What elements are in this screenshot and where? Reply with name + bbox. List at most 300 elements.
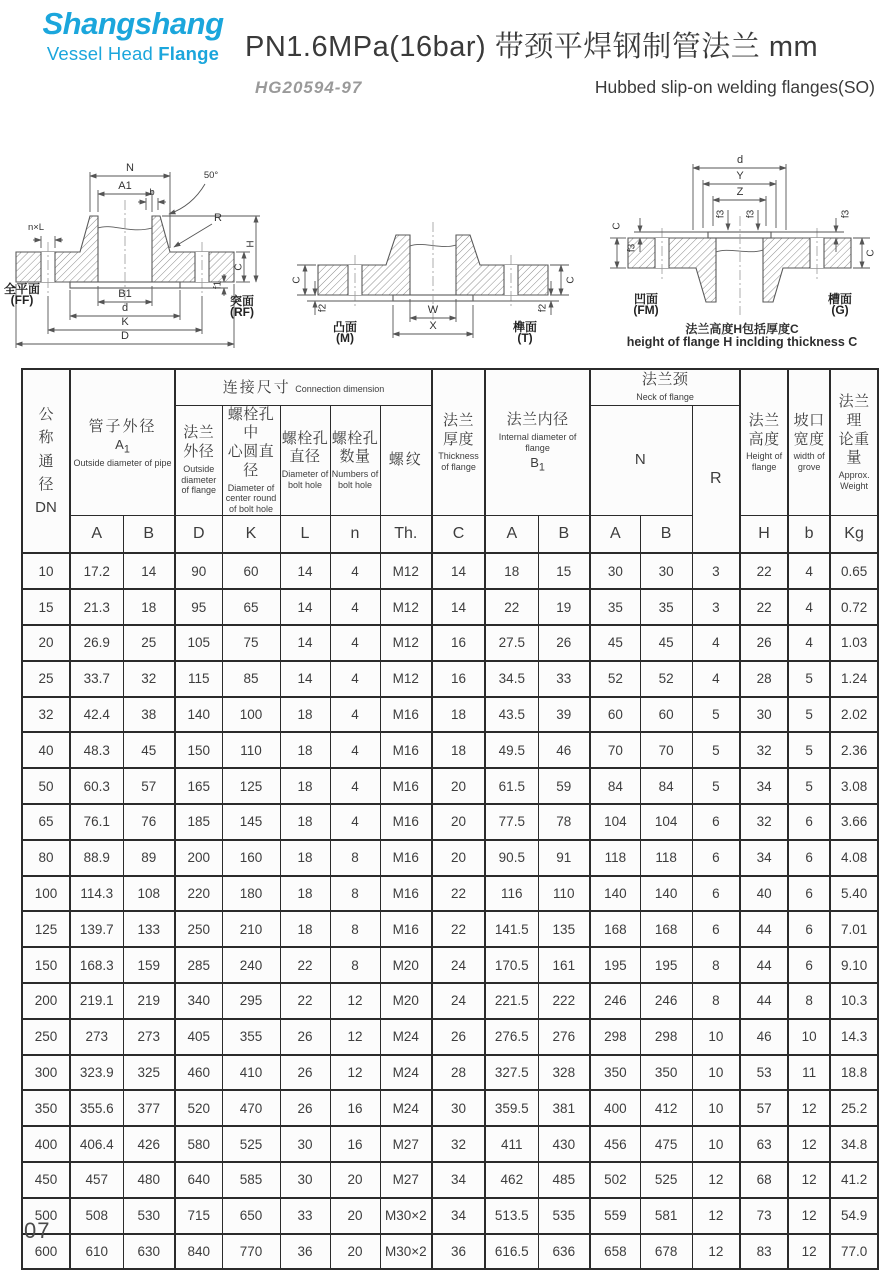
table-cell: 195 [640,947,692,983]
table-cell: 18 [432,697,485,733]
table-cell: 90.5 [485,840,538,876]
letter-th: Th. [380,515,432,553]
table-cell: 6 [692,840,740,876]
table-cell: M12 [380,589,432,625]
table-cell: 19 [538,589,590,625]
table-cell: 160 [222,840,280,876]
face-label-m-cn: 凸面 [332,320,358,334]
table-cell: M16 [380,768,432,804]
neck-en: Neck of flange [636,392,694,403]
table-cell: 350 [590,1055,640,1091]
table-cell: 57 [123,768,175,804]
dim-label-W: W [427,304,439,316]
table-cell: M24 [380,1055,432,1091]
table-cell: 33.7 [70,661,123,697]
dim-label-f3-right: f3 [840,209,852,219]
letter-d: D [175,515,222,553]
table-cell: 60 [590,697,640,733]
col-header-bolt-dia [280,405,330,515]
table-cell: 52 [640,661,692,697]
table-cell: 18 [280,840,330,876]
table-cell: 38 [123,697,175,733]
table-cell: 4 [788,589,830,625]
page-number: 07 [24,1218,51,1243]
table-cell: 273 [123,1019,175,1055]
table-cell: 75 [222,625,280,661]
table-cell: 400 [590,1090,640,1126]
table-cell: 276.5 [485,1019,538,1055]
table-cell: 33 [538,661,590,697]
face-label-m-code: (M) [336,331,354,345]
table-cell: 430 [538,1126,590,1162]
table-row [22,625,878,661]
table-cell: 246 [590,983,640,1019]
dim-label-X: X [429,320,437,332]
table-cell: 355.6 [70,1090,123,1126]
table-cell: 52 [590,661,640,697]
table-cell: 60 [640,697,692,733]
dim-label-b: b [149,187,155,198]
dim-label-f3-mid1: f3 [715,209,727,219]
height-cn1: 法兰 [748,411,780,429]
bolt-dia-en: Diameter of bolt hole [281,469,329,490]
bolt-circle-en: Diameter of center round of bolt hole [225,482,277,515]
table-row [22,1126,878,1162]
col-header-bore [485,369,590,515]
table-cell: 140 [640,876,692,912]
table-cell: 5 [692,768,740,804]
table-cell: 285 [175,947,222,983]
table-cell: 6 [788,876,830,912]
table-cell: M16 [380,840,432,876]
flange-od-cn2: 外径 [183,443,215,460]
table-cell: 616.5 [485,1234,538,1270]
dn-char: 径 [38,475,54,493]
table-cell: 36 [432,1234,485,1270]
table-row [22,768,878,804]
table-cell: 4 [330,625,380,661]
table-cell: 11 [788,1055,830,1091]
table-row [22,1055,878,1091]
table-cell: 12 [788,1198,830,1234]
table-cell: 84 [590,768,640,804]
table-cell: 22 [432,876,485,912]
bolt-circle-cn1: 螺栓孔中 [227,405,275,442]
col-header-bolt-circle [222,405,280,515]
table-cell: 14 [280,553,330,589]
table-cell: 110 [538,876,590,912]
table-cell: 57 [740,1090,788,1126]
table-row [22,804,878,840]
table-cell: 118 [590,840,640,876]
table-cell: M24 [380,1019,432,1055]
table-cell: 5 [788,661,830,697]
table-cell: 5 [692,697,740,733]
table-cell: 500 [22,1198,70,1234]
table-cell: 28 [740,661,788,697]
face-label-fm-cn: 凹面 [633,292,659,306]
table-cell: M16 [380,732,432,768]
table-cell: M12 [380,661,432,697]
dn-code: DN [35,499,57,517]
table-cell: 70 [590,732,640,768]
table-cell: 273 [70,1019,123,1055]
table-cell: 355 [222,1019,280,1055]
col-header-groove [788,369,830,515]
table-cell: 159 [123,947,175,983]
table-cell: 26 [538,625,590,661]
groove-cn1: 坡口 [793,411,825,429]
brand-tagline [28,43,238,65]
dim-label-H: H [245,240,257,248]
table-cell: 6 [692,876,740,912]
table-cell: 30 [740,697,788,733]
table-cell: 180 [222,876,280,912]
dn-char: 通 [38,452,54,470]
table-cell: 12 [330,1055,380,1091]
table-row [22,983,878,1019]
table-cell: 104 [640,804,692,840]
table-cell: 41.2 [830,1162,878,1198]
dim-label-D: D [121,330,129,342]
table-cell: 18 [280,911,330,947]
table-cell: 77.5 [485,804,538,840]
table-cell: 377 [123,1090,175,1126]
table-cell: 410 [222,1055,280,1091]
table-cell: 426 [123,1126,175,1162]
table-cell: 20 [22,625,70,661]
bolt-circle-cn2: 心圆直径 [227,443,275,479]
table-cell: 140 [590,876,640,912]
face-label-rf-cn: 突面 [229,294,255,308]
col-header-dn [22,369,70,553]
table-cell: 15 [538,553,590,589]
dim-label-C2-right: C [865,249,877,257]
dim-label-C: C [233,263,245,271]
dim-label-Z: Z [736,186,744,198]
table-cell: 4 [330,732,380,768]
table-cell: 84 [640,768,692,804]
col-header-neck-r [692,405,740,553]
table-cell: 35 [640,589,692,625]
table-cell: 250 [175,911,222,947]
table-cell: 73 [740,1198,788,1234]
table-cell: 77.0 [830,1234,878,1270]
table-row [22,553,878,589]
table-cell: 10 [692,1126,740,1162]
table-cell: 34 [432,1198,485,1234]
bore-cn: 法兰内径 [506,411,569,429]
table-cell: 8 [330,876,380,912]
letter-c: C [432,515,485,553]
table-cell: 20 [432,768,485,804]
letter-neck-a: A [590,515,640,553]
table-cell: 24 [432,947,485,983]
table-cell: 340 [175,983,222,1019]
table-cell: 20 [330,1234,380,1270]
table-cell: 221.5 [485,983,538,1019]
table-cell: 462 [485,1162,538,1198]
table-cell: 17.2 [70,553,123,589]
table-cell: 100 [222,697,280,733]
dim-label-f2-left: f2 [317,303,329,313]
col-header-thread [380,405,432,515]
face-label-g-cn: 槽面 [827,292,853,306]
table-cell: 89 [123,840,175,876]
table-cell: 8 [692,983,740,1019]
dim-label-f3-left: f3 [626,243,638,253]
table-cell: 770 [222,1234,280,1270]
dim-label-K: K [121,316,129,328]
title-block [245,24,875,98]
table-cell: 12 [788,1234,830,1270]
table-cell: 32 [22,697,70,733]
table-cell: 580 [175,1126,222,1162]
drawing-caption-en: height of flange H inclding thickness C [626,335,858,349]
table-cell: 22 [485,589,538,625]
table-cell: 715 [175,1198,222,1234]
brand-tagline-regular: Vessel Head [46,43,153,64]
letter-pipe-b: B [123,515,175,553]
table-cell: 54.9 [830,1198,878,1234]
table-cell: 840 [175,1234,222,1270]
table-cell: 350 [640,1055,692,1091]
table-cell: 135 [538,911,590,947]
table-cell: 6 [788,804,830,840]
table-cell: 168 [590,911,640,947]
table-row [22,1198,878,1234]
table-cell: 7.01 [830,911,878,947]
table-cell: 39 [538,697,590,733]
letter-neck-b: B [640,515,692,553]
dn-char: 公 [38,406,54,424]
table-cell: 581 [640,1198,692,1234]
table-cell: 44 [740,911,788,947]
table-cell: 636 [538,1234,590,1270]
table-cell: 457 [70,1162,123,1198]
thickness-cn2: 厚度 [443,430,475,448]
table-cell: 10 [692,1019,740,1055]
brand-logo [28,6,238,65]
flange-section-ff-rf [3,154,264,354]
table-cell: 15 [22,589,70,625]
table-cell: 678 [640,1234,692,1270]
table-cell: 5 [788,732,830,768]
table-cell: 59 [538,768,590,804]
table-cell: 105 [175,625,222,661]
table-cell: 480 [123,1162,175,1198]
table-cell: 18 [123,589,175,625]
letter-n: n [330,515,380,553]
table-cell: 2.36 [830,732,878,768]
table-cell: 22 [740,553,788,589]
table-cell: 30 [432,1090,485,1126]
table-cell: 46 [538,732,590,768]
table-cell: 100 [22,876,70,912]
table-cell: 118 [640,840,692,876]
table-cell: 298 [590,1019,640,1055]
table-cell: 14 [123,553,175,589]
table-cell: 30 [280,1162,330,1198]
table-cell: 68 [740,1162,788,1198]
table-cell: 12 [788,1162,830,1198]
bolt-num-cn1: 螺栓孔 [331,429,379,447]
page-title: PN1.6MPa(16bar) 带颈平焊钢制管法兰 mm [245,31,819,63]
table-cell: 328 [538,1055,590,1091]
table-cell: 10 [692,1055,740,1091]
thickness-en: Thickness of flange [438,451,479,473]
table-cell: M27 [380,1126,432,1162]
table-cell: 115 [175,661,222,697]
dim-label-Y: Y [736,170,744,182]
col-header-height [740,369,788,515]
table-cell: 4 [330,768,380,804]
table-cell: 381 [538,1090,590,1126]
table-cell: 42.4 [70,697,123,733]
table-cell: 1.24 [830,661,878,697]
table-cell: M24 [380,1090,432,1126]
page-header [0,0,883,150]
table-cell: 70 [640,732,692,768]
table-cell: 195 [590,947,640,983]
table-cell: 12 [788,1090,830,1126]
table-cell: 6 [788,947,830,983]
pipe-cn: 管子外径 [88,417,157,435]
dim-label-B1: B1 [118,288,132,300]
table-cell: M20 [380,947,432,983]
table-row [22,876,878,912]
table-cell: 2.02 [830,697,878,733]
table-cell: 60.3 [70,768,123,804]
table-cell: 220 [175,876,222,912]
table-cell: 460 [175,1055,222,1091]
drawing-caption-cn: 法兰高度H包括厚度C [685,322,799,336]
dim-label-A1: A1 [118,180,132,192]
table-cell: 12 [788,1126,830,1162]
table-cell: 8 [692,947,740,983]
table-cell: 525 [222,1126,280,1162]
table-cell: M30×2 [380,1234,432,1270]
table-cell: 325 [123,1055,175,1091]
table-cell: 24 [432,983,485,1019]
connection-cn: 连接尺寸 [222,378,291,396]
thread-cn: 螺纹 [388,451,423,469]
table-cell: 44 [740,983,788,1019]
table-cell: 359.5 [485,1090,538,1126]
table-cell: 8 [330,911,380,947]
table-cell: 25 [123,625,175,661]
bolt-dia-cn1: 螺栓孔 [281,429,329,447]
table-cell: M16 [380,876,432,912]
subtitle-english: Hubbed slip-on welding flanges(SO) [594,77,875,97]
table-cell: 46 [740,1019,788,1055]
letter-bore-a: A [485,515,538,553]
table-cell: 6 [788,911,830,947]
table-cell: 63 [740,1126,788,1162]
table-cell: 12 [692,1234,740,1270]
table-row [22,697,878,733]
table-cell: 53 [740,1055,788,1091]
table-cell: 411 [485,1126,538,1162]
table-cell: 20 [330,1162,380,1198]
table-row [22,1090,878,1126]
table-cell: 22 [280,947,330,983]
table-cell: 585 [222,1162,280,1198]
table-cell: 559 [590,1198,640,1234]
letter-b: b [788,515,830,553]
table-cell: 520 [175,1090,222,1126]
table-cell: 14 [280,589,330,625]
table-cell: 4 [330,553,380,589]
table-cell: 16 [330,1090,380,1126]
table-cell: M16 [380,697,432,733]
bore-en: Internal diameter of flange [498,432,577,454]
table-body [22,553,878,1269]
table-cell: 116 [485,876,538,912]
table-cell: 200 [175,840,222,876]
table-cell: 22 [432,911,485,947]
face-label-ff-cn: 全平面 [3,282,41,296]
table-row [22,1234,878,1270]
table-cell: 168 [640,911,692,947]
groove-cn2: 宽度 [793,430,825,448]
table-cell: 60 [222,553,280,589]
table-cell: 61.5 [485,768,538,804]
table-row [22,911,878,947]
table-cell: 14 [432,589,485,625]
face-label-fm-code: (FM) [633,303,659,317]
table-cell: 34.8 [830,1126,878,1162]
col-header-weight [830,369,878,515]
table-cell: 14 [280,661,330,697]
letter-k: K [222,515,280,553]
table-cell: 43.5 [485,697,538,733]
table-row [22,1162,878,1198]
bore-symbol: $B_1$ [530,454,545,474]
table-cell: 508 [70,1198,123,1234]
height-cn2: 高度 [748,430,780,448]
table-cell: 5.40 [830,876,878,912]
table-cell: 26 [280,1055,330,1091]
table-cell: 150 [22,947,70,983]
table-cell: 40 [740,876,788,912]
table-cell: 30 [640,553,692,589]
table-cell: 18 [432,732,485,768]
table-cell: 14.3 [830,1019,878,1055]
table-cell: 16 [432,661,485,697]
table-cell: 327.5 [485,1055,538,1091]
table-cell: 110 [222,732,280,768]
table-cell: 406.4 [70,1126,123,1162]
table-cell: 5 [788,768,830,804]
table-cell: 4 [788,553,830,589]
table-cell: 20 [330,1198,380,1234]
table-cell: 9.10 [830,947,878,983]
table-cell: 26 [432,1019,485,1055]
face-label-t-cn: 榫面 [512,320,538,334]
dim-label-f3-mid2: f3 [745,209,757,219]
table-cell: 49.5 [485,732,538,768]
table-cell: 65 [222,589,280,625]
face-label-t-code: (T) [517,331,533,345]
table-cell: 246 [640,983,692,1019]
weight-cn2: 论重量 [838,430,870,467]
table-cell: 4 [330,697,380,733]
table-cell: M16 [380,804,432,840]
table-cell: 76.1 [70,804,123,840]
table-cell: 50 [22,768,70,804]
neck-n: N [634,451,648,469]
